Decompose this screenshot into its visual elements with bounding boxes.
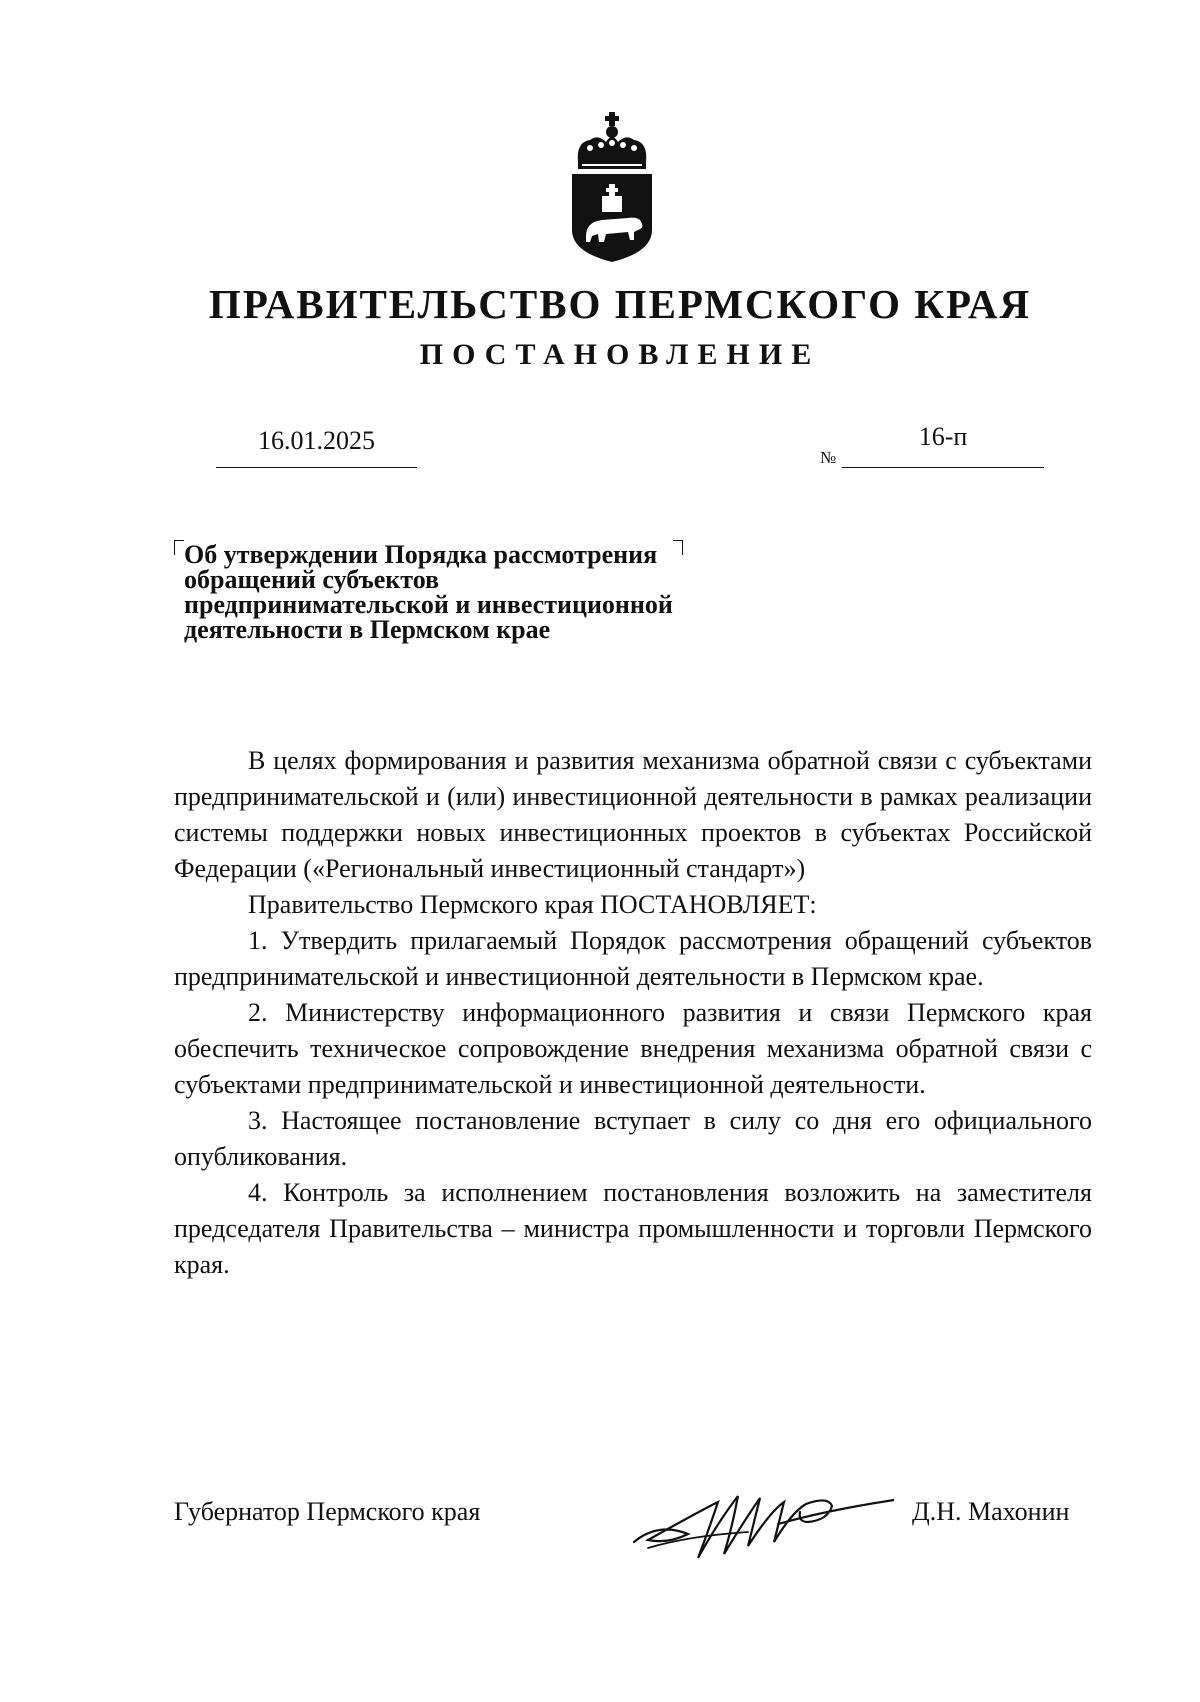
subject-line: Об утверждении Порядка рассмотрения — [184, 540, 658, 569]
body-paragraph: В целях формирования и развития механизма обратной связи с субъектами предпринимательской и (или) инвестиционной деятельности в рамках реализации системы поддержки новых инвестиционных проектов в субъектах Российской Федерации («Региональный инвестиционный стандарт») — [174, 746, 1092, 883]
body-paragraph: 4. Контроль за исполнением постановления возложить на заместителя председателя Правительства – министра промышленности и торговли Пермского края. — [174, 1178, 1092, 1279]
handwritten-signature-icon — [628, 1482, 894, 1562]
body-paragraph: 2. Министерству информационного развития и связи Пермского края обеспечить техническое сопровождение внедрения механизма обратной связи с субъектами предпринимательской и инвестиционной деятельности. — [174, 998, 1092, 1099]
document-date: 16.01.2025 — [216, 426, 417, 468]
body-paragraph: 1. Утвердить прилагаемый Порядок рассмотрения обращений субъектов предпринимательской и инвестиционной деятельности в Пермском крае. — [174, 926, 1092, 991]
subject-bracket-left — [174, 540, 184, 555]
body-paragraph: Правительство Пермского края ПОСТАНОВЛЯЕТ: — [248, 890, 817, 919]
document-type: ПОСТАНОВЛЕНИЕ — [419, 338, 821, 371]
perm-krai-coat-of-arms-icon — [568, 112, 656, 262]
organization-title: ПРАВИТЕЛЬСТВО ПЕРМСКОГО КРАЯ — [208, 281, 1032, 327]
subject-line: предпринимательской и инвестиционной — [184, 590, 673, 619]
document-subject — [184, 542, 744, 642]
document-body — [174, 743, 1092, 1283]
document-number: 16-п — [842, 422, 1044, 468]
number-sign: № — [820, 448, 837, 467]
signatory-role: Губернатор Пермского края — [174, 1497, 481, 1526]
subject-line: деятельности в Пермском крае — [184, 615, 551, 644]
body-paragraph: 3. Настоящее постановление вступает в силу со дня его официального опубликования. — [174, 1106, 1092, 1171]
signatory-name: Д.Н. Махонин — [912, 1497, 1070, 1526]
subject-line: обращений субъектов — [184, 565, 440, 594]
